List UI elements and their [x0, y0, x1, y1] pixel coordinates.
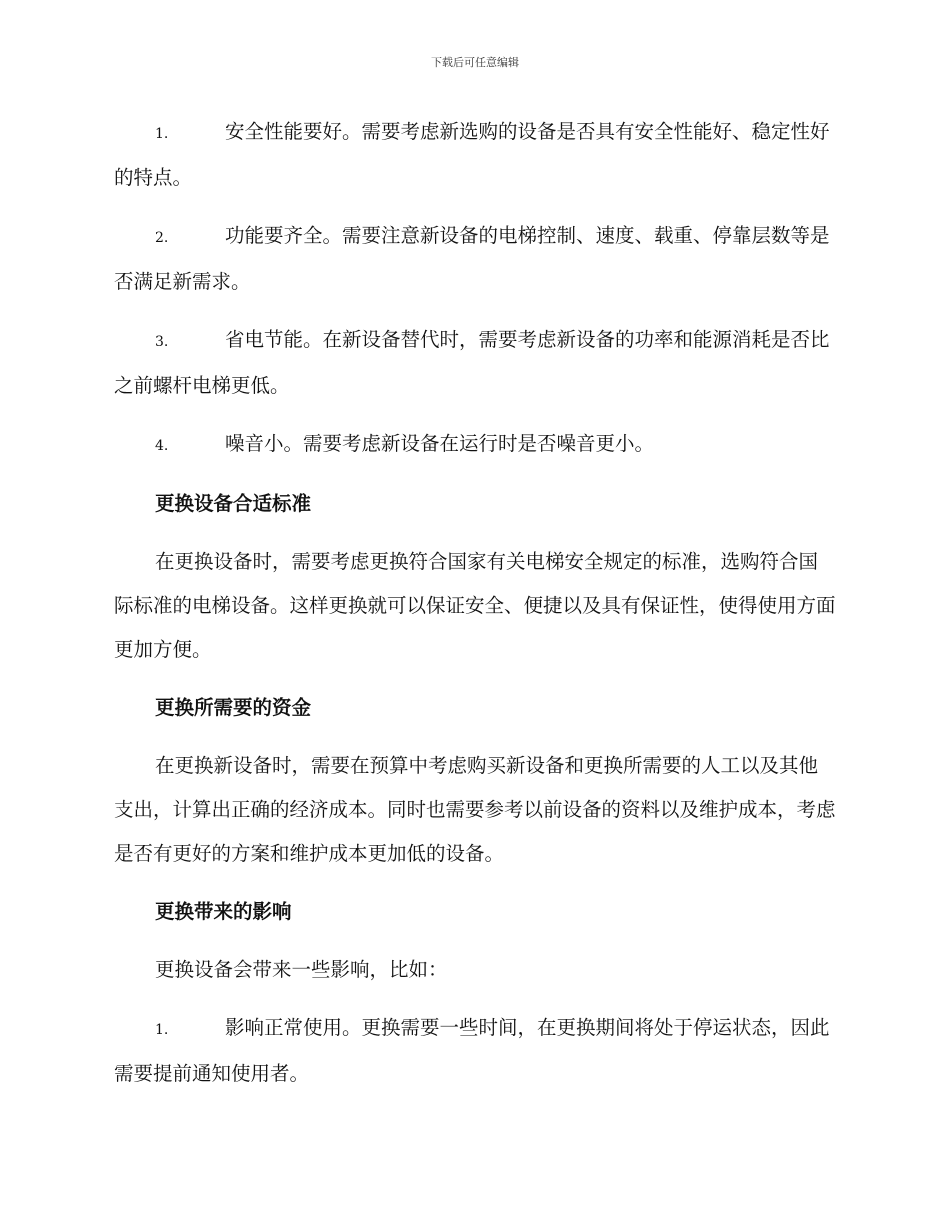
list-text: 噪音小。需要考虑新设备在运行时是否噪音更小。 [225, 432, 655, 455]
list-number: 4. [155, 438, 169, 454]
paragraph: 更换设备会带来一些影响，比如： [155, 958, 448, 981]
list-number: 3. [155, 334, 169, 350]
list-text: 功能要齐全。需要注意新设备的电梯控制、速度、载重、停靠层数等是否满足新需求。 [114, 224, 830, 293]
list-item [114, 110, 836, 200]
section-heading: 更换设备合适标准 [155, 492, 312, 515]
list-text: 安全性能要好。需要考虑新选购的设备是否具有安全性能好、稳定性好的特点。 [114, 120, 830, 189]
list-item [114, 422, 836, 468]
page-header: 下载后可任意编辑 [431, 56, 519, 69]
list-item [114, 214, 836, 304]
section-heading: 更换所需要的资金 [155, 696, 312, 719]
list-number: 1. [155, 126, 169, 142]
document-body [114, 110, 836, 1110]
paragraph: 在更换新设备时，需要在预算中考虑购买新设备和更换所需要的人工以及其他支出，计算出正确的经济成本。同时也需要参考以前设备的资料以及维护成本，考虑是否有更好的方案和维护成本更加低的设备。 [114, 754, 836, 865]
section-heading: 更换带来的影响 [155, 900, 292, 923]
list-text: 省电节能。在新设备替代时，需要考虑新设备的功率和能源消耗是否比之前螺杆电梯更低。 [114, 328, 830, 397]
paragraph: 在更换设备时，需要考虑更换符合国家有关电梯安全规定的标准，选购符合国际标准的电梯设备。这样更换就可以保证安全、便捷以及具有保证性，使得使用方面更加方便。 [114, 550, 836, 661]
list-item [114, 318, 836, 408]
list-number: 2. [155, 230, 169, 246]
list-text: 影响正常使用。更换需要一些时间，在更换期间将处于停运状态，因此需要提前通知使用者。 [114, 1016, 830, 1085]
list-item [114, 1006, 836, 1096]
list-number: 1. [155, 1022, 169, 1038]
